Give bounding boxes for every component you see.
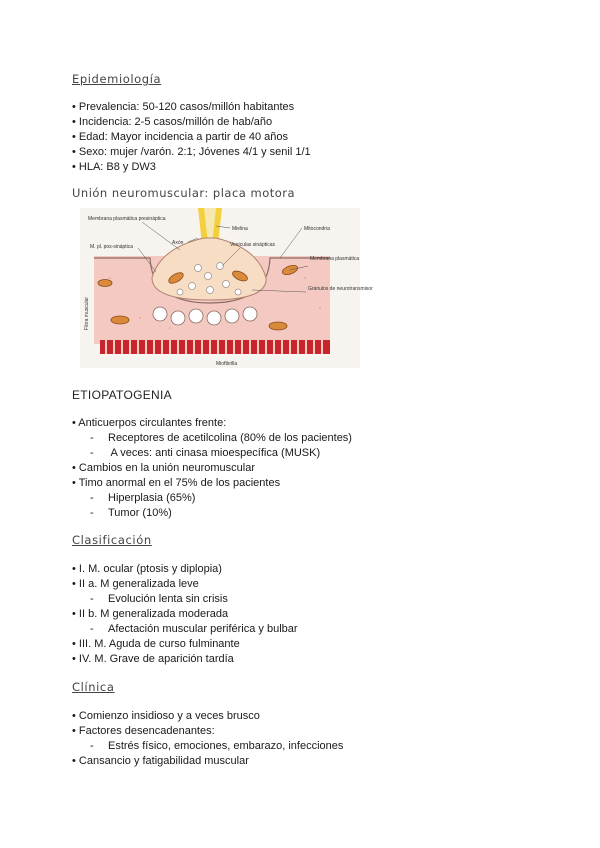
list-item-text: Receptores de acetilcolina (80% de los pacientes) bbox=[108, 432, 352, 444]
list-item bbox=[72, 506, 352, 521]
figure-label-membrana-plasmatica: Membrana plasmática bbox=[310, 256, 360, 262]
etiopatogenia-list bbox=[72, 416, 352, 521]
clinica-list bbox=[72, 709, 343, 769]
sub-marker: - bbox=[90, 492, 94, 504]
list-item-text: A veces: anti cinasa mioespecífica (MUSK) bbox=[108, 447, 321, 459]
figure-label-miofibrilla: Miofibrilla bbox=[216, 361, 238, 367]
list-item: • Prevalencia: 50-120 casos/millón habitantes bbox=[72, 101, 295, 113]
list-item: • HLA: B8 y DW3 bbox=[72, 161, 156, 173]
list-item: • Factores desencadenantes: bbox=[72, 725, 215, 737]
clasificacion-heading: Clasificación bbox=[72, 533, 152, 547]
list-item: • II b. M generalizada moderada bbox=[72, 608, 229, 620]
list-item bbox=[72, 491, 352, 506]
etiopatogenia-heading: ETIOPATOGENIA bbox=[72, 388, 172, 402]
list-item-text: Estrés físico, emociones, embarazo, infecciones bbox=[108, 740, 344, 752]
figure-label-fibra: Fibra muscular bbox=[84, 296, 90, 330]
epidemiologia-heading: Epidemiología bbox=[72, 72, 162, 86]
list-item: • Anticuerpos circulantes frente: bbox=[72, 417, 227, 429]
list-item: • Incidencia: 2-5 casos/millón de hab/año bbox=[72, 116, 273, 128]
epidemiologia-list bbox=[72, 100, 311, 175]
list-item: • Edad: Mayor incidencia a partir de 40 años bbox=[72, 131, 289, 143]
figure-label-granulos: Gránulos de neurotransmisor bbox=[308, 286, 373, 292]
list-item: • IV. M. Grave de aparición tardía bbox=[72, 653, 234, 665]
figure-label-m-post: M. pl. pos-sináptica bbox=[90, 244, 134, 250]
figure-label-axon: Axón bbox=[172, 240, 184, 246]
list-item: • Cansancio y fatigabilidad muscular bbox=[72, 755, 249, 767]
list-item-text: Hiperplasia (65%) bbox=[108, 492, 196, 504]
list-item bbox=[72, 446, 352, 461]
list-item: • III. M. Aguda de curso fulminante bbox=[72, 638, 240, 650]
list-item-text: Afectación muscular periférica y bulbar bbox=[108, 623, 298, 635]
sub-marker: - bbox=[90, 593, 94, 605]
figure-label-mitocondria: Mitocondria bbox=[304, 226, 330, 232]
figure-label-mielina: Mielina bbox=[232, 226, 248, 232]
neuromuscular-junction-figure bbox=[80, 208, 373, 368]
figure-label-vesiculas: Vesículas sinápticas bbox=[230, 242, 276, 248]
sub-marker: - bbox=[90, 507, 94, 519]
list-item: • Sexo: mujer /varón. 2:1; Jóvenes 4/1 y senil 1/1 bbox=[72, 146, 311, 158]
sub-marker: - bbox=[90, 432, 94, 444]
list-item: • Comienzo insidioso y a veces brusco bbox=[72, 710, 260, 722]
list-item: • Timo anormal en el 75% de los pacientes bbox=[72, 477, 281, 489]
clasificacion-list bbox=[72, 562, 298, 667]
list-item bbox=[72, 592, 298, 607]
sub-marker: - bbox=[90, 740, 94, 752]
list-item: • I. M. ocular (ptosis y diplopia) bbox=[72, 563, 222, 575]
list-item-text: Tumor (10%) bbox=[108, 507, 172, 519]
sub-marker: - bbox=[90, 623, 94, 635]
list-item bbox=[72, 739, 343, 754]
union-heading: Unión neuromuscular: placa motora bbox=[72, 186, 296, 200]
list-item: • II a. M generalizada leve bbox=[72, 578, 199, 590]
list-item bbox=[72, 431, 352, 446]
figure-label-membrana-pre: Membrana plasmática presináptica bbox=[88, 216, 166, 222]
list-item: • Cambios en la unión neuromuscular bbox=[72, 462, 256, 474]
clinica-heading: Clínica bbox=[72, 680, 115, 694]
list-item-text: Evolución lenta sin crisis bbox=[108, 593, 228, 605]
sub-marker: - bbox=[90, 447, 94, 459]
list-item bbox=[72, 622, 298, 637]
